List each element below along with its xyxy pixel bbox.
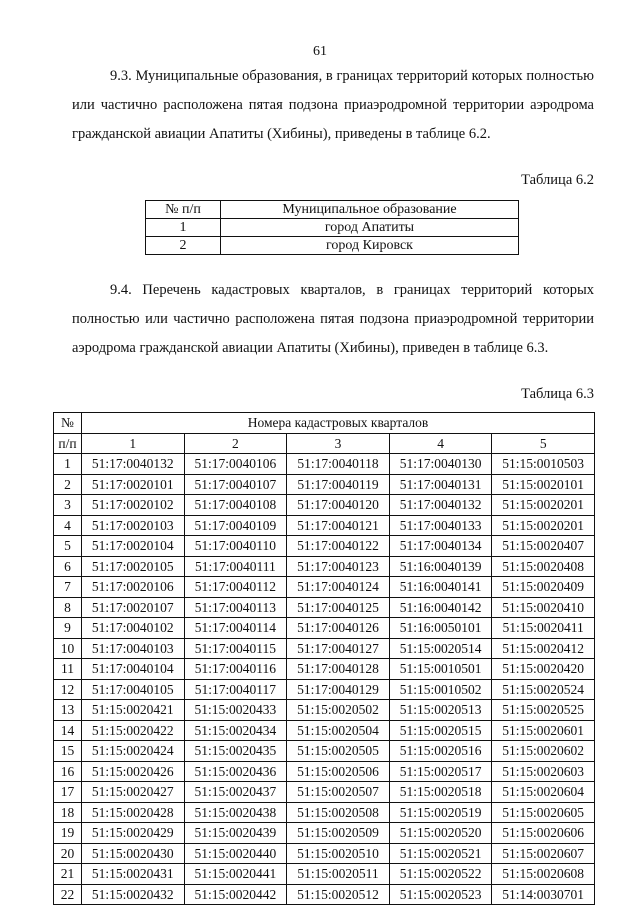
table-row xyxy=(54,597,595,618)
cadastral-number-cell: 51:17:0040133 xyxy=(389,515,492,536)
cadastral-number-cell: 51:15:0020422 xyxy=(82,720,185,741)
table-6-3-caption: Таблица 6.3 xyxy=(521,386,594,402)
row-number-cell: 1 xyxy=(146,219,221,237)
table-row xyxy=(146,219,519,237)
cadastral-number-cell: 51:17:0040115 xyxy=(184,638,287,659)
table-6-2 xyxy=(145,200,519,255)
cadastral-number-cell: 51:15:0020412 xyxy=(492,638,595,659)
cadastral-number-cell: 51:15:0020437 xyxy=(184,782,287,803)
section-9-3-paragraph: 9.3. Муниципальные образования, в границах территорий которых полностью или частично расположена пятая подзона приаэродромной территории аэродрома гражданской авиации Апатиты (Хибины), приведены в таблице 6.2. xyxy=(72,68,594,142)
cadastral-number-cell: 51:16:0040141 xyxy=(389,577,492,598)
cadastral-number-cell: 51:15:0020424 xyxy=(82,741,185,762)
table-row xyxy=(54,782,595,803)
row-number-cell: 21 xyxy=(54,864,82,885)
cadastral-number-cell: 51:15:0020508 xyxy=(287,802,390,823)
cadastral-number-cell: 51:15:0010503 xyxy=(492,454,595,475)
cadastral-number-cell: 51:17:0040109 xyxy=(184,515,287,536)
cadastral-number-cell: 51:15:0020513 xyxy=(389,700,492,721)
cadastral-number-cell: 51:17:0040116 xyxy=(184,659,287,680)
cadastral-number-cell: 51:15:0020511 xyxy=(287,864,390,885)
cadastral-number-cell: 51:15:0020441 xyxy=(184,864,287,885)
cadastral-number-cell: 51:17:0040102 xyxy=(82,618,185,639)
section-9-4-paragraph: 9.4. Перечень кадастровых кварталов, в границах территорий которых полностью или частично расположена пятая подзона приаэродромной территории аэродрома гражданской авиации Апатиты (Хибины), приведен в таблице 6.3. xyxy=(72,282,594,356)
table-header-row xyxy=(54,433,595,454)
column-number-header: 5 xyxy=(492,433,595,454)
municipality-cell: город Апатиты xyxy=(221,219,519,237)
cadastral-number-cell: 51:16:0040139 xyxy=(389,556,492,577)
row-number-cell: 14 xyxy=(54,720,82,741)
column-header-number-top: № xyxy=(54,413,82,434)
cadastral-number-cell: 51:15:0020603 xyxy=(492,761,595,782)
cadastral-number-cell: 51:15:0020435 xyxy=(184,741,287,762)
cadastral-number-cell: 51:15:0020505 xyxy=(287,741,390,762)
cadastral-number-cell: 51:15:0020521 xyxy=(389,843,492,864)
cadastral-number-cell: 51:17:0040132 xyxy=(82,454,185,475)
column-header-number-bottom: п/п xyxy=(54,433,82,454)
cadastral-number-cell: 51:15:0020440 xyxy=(184,843,287,864)
cadastral-number-cell: 51:15:0020523 xyxy=(389,884,492,905)
row-number-cell: 18 xyxy=(54,802,82,823)
cadastral-number-cell: 51:17:0040132 xyxy=(389,495,492,516)
cadastral-number-cell: 51:15:0020410 xyxy=(492,597,595,618)
cadastral-number-cell: 51:15:0020430 xyxy=(82,843,185,864)
cadastral-number-cell: 51:17:0040119 xyxy=(287,474,390,495)
cadastral-number-cell: 51:15:0020522 xyxy=(389,864,492,885)
cadastral-number-cell: 51:17:0040131 xyxy=(389,474,492,495)
cadastral-number-cell: 51:15:0020442 xyxy=(184,884,287,905)
table-row xyxy=(54,556,595,577)
cadastral-number-cell: 51:15:0020429 xyxy=(82,823,185,844)
table-row xyxy=(54,495,595,516)
row-number-cell: 4 xyxy=(54,515,82,536)
cadastral-number-cell: 51:15:0020411 xyxy=(492,618,595,639)
table-row xyxy=(54,700,595,721)
page-number: 61 xyxy=(313,44,327,59)
cadastral-number-cell: 51:15:0020516 xyxy=(389,741,492,762)
table-row xyxy=(54,659,595,680)
cadastral-number-cell: 51:17:0040123 xyxy=(287,556,390,577)
cadastral-number-cell: 51:14:0030701 xyxy=(492,884,595,905)
cadastral-number-cell: 51:15:0020524 xyxy=(492,679,595,700)
cadastral-number-cell: 51:17:0040113 xyxy=(184,597,287,618)
row-number-cell: 20 xyxy=(54,843,82,864)
cadastral-number-cell: 51:15:0020510 xyxy=(287,843,390,864)
row-number-cell: 8 xyxy=(54,597,82,618)
cadastral-number-cell: 51:15:0020509 xyxy=(287,823,390,844)
row-number-cell: 3 xyxy=(54,495,82,516)
cadastral-number-cell: 51:17:0040107 xyxy=(184,474,287,495)
cadastral-number-cell: 51:15:0020602 xyxy=(492,741,595,762)
cadastral-number-cell: 51:17:0040134 xyxy=(389,536,492,557)
cadastral-number-cell: 51:15:0010502 xyxy=(389,679,492,700)
cadastral-number-cell: 51:15:0020525 xyxy=(492,700,595,721)
table-row xyxy=(54,454,595,475)
cadastral-number-cell: 51:15:0020504 xyxy=(287,720,390,741)
cadastral-number-cell: 51:15:0020606 xyxy=(492,823,595,844)
cadastral-number-cell: 51:15:0020514 xyxy=(389,638,492,659)
row-number-cell: 2 xyxy=(54,474,82,495)
column-header-number: № п/п xyxy=(146,201,221,219)
cadastral-number-cell: 51:15:0020604 xyxy=(492,782,595,803)
cadastral-number-cell: 51:17:0040124 xyxy=(287,577,390,598)
cadastral-number-cell: 51:15:0020507 xyxy=(287,782,390,803)
municipality-cell: город Кировск xyxy=(221,237,519,255)
cadastral-number-cell: 51:15:0020201 xyxy=(492,515,595,536)
cadastral-number-cell: 51:15:0020601 xyxy=(492,720,595,741)
table-header-row xyxy=(146,201,519,219)
cadastral-number-cell: 51:17:0040129 xyxy=(287,679,390,700)
cadastral-number-cell: 51:17:0040114 xyxy=(184,618,287,639)
row-number-cell: 9 xyxy=(54,618,82,639)
cadastral-number-cell: 51:15:0020426 xyxy=(82,761,185,782)
cadastral-number-cell: 51:17:0020104 xyxy=(82,536,185,557)
column-number-header: 2 xyxy=(184,433,287,454)
cadastral-number-cell: 51:17:0040117 xyxy=(184,679,287,700)
table-row xyxy=(54,864,595,885)
cadastral-number-cell: 51:15:0020427 xyxy=(82,782,185,803)
table-row xyxy=(54,536,595,557)
cadastral-number-cell: 51:17:0040126 xyxy=(287,618,390,639)
cadastral-number-cell: 51:15:0020520 xyxy=(389,823,492,844)
row-number-cell: 1 xyxy=(54,454,82,475)
table-row xyxy=(54,761,595,782)
column-number-header: 4 xyxy=(389,433,492,454)
cadastral-number-cell: 51:15:0020438 xyxy=(184,802,287,823)
cadastral-number-cell: 51:17:0040105 xyxy=(82,679,185,700)
column-header-cadastral-group: Номера кадастровых кварталов xyxy=(82,413,595,434)
row-number-cell: 5 xyxy=(54,536,82,557)
cadastral-number-cell: 51:15:0020519 xyxy=(389,802,492,823)
table-row xyxy=(54,720,595,741)
row-number-cell: 22 xyxy=(54,884,82,905)
cadastral-number-cell: 51:17:0040127 xyxy=(287,638,390,659)
table-header-row xyxy=(54,413,595,434)
table-6-2-caption: Таблица 6.2 xyxy=(521,172,594,188)
cadastral-number-cell: 51:17:0020102 xyxy=(82,495,185,516)
cadastral-number-cell: 51:17:0020107 xyxy=(82,597,185,618)
table-row xyxy=(54,823,595,844)
row-number-cell: 15 xyxy=(54,741,82,762)
cadastral-number-cell: 51:17:0040118 xyxy=(287,454,390,475)
cadastral-number-cell: 51:17:0020103 xyxy=(82,515,185,536)
table-row xyxy=(54,618,595,639)
table-6-3 xyxy=(53,412,595,905)
cadastral-number-cell: 51:17:0040103 xyxy=(82,638,185,659)
cadastral-number-cell: 51:15:0020201 xyxy=(492,495,595,516)
cadastral-number-cell: 51:15:0020515 xyxy=(389,720,492,741)
cadastral-number-cell: 51:15:0020434 xyxy=(184,720,287,741)
cadastral-number-cell: 51:15:0020518 xyxy=(389,782,492,803)
cadastral-number-cell: 51:17:0040108 xyxy=(184,495,287,516)
row-number-cell: 2 xyxy=(146,237,221,255)
cadastral-number-cell: 51:15:0020408 xyxy=(492,556,595,577)
row-number-cell: 17 xyxy=(54,782,82,803)
cadastral-number-cell: 51:15:0020506 xyxy=(287,761,390,782)
row-number-cell: 16 xyxy=(54,761,82,782)
table-row xyxy=(54,515,595,536)
cadastral-number-cell: 51:17:0040106 xyxy=(184,454,287,475)
cadastral-number-cell: 51:15:0020428 xyxy=(82,802,185,823)
cadastral-number-cell: 51:15:0020432 xyxy=(82,884,185,905)
cadastral-number-cell: 51:15:0020439 xyxy=(184,823,287,844)
cadastral-number-cell: 51:17:0040122 xyxy=(287,536,390,557)
cadastral-number-cell: 51:15:0020431 xyxy=(82,864,185,885)
row-number-cell: 19 xyxy=(54,823,82,844)
column-number-header: 3 xyxy=(287,433,390,454)
cadastral-number-cell: 51:17:0040112 xyxy=(184,577,287,598)
cadastral-number-cell: 51:15:0020101 xyxy=(492,474,595,495)
cadastral-number-cell: 51:17:0020105 xyxy=(82,556,185,577)
cadastral-number-cell: 51:15:0020502 xyxy=(287,700,390,721)
cadastral-number-cell: 51:15:0020605 xyxy=(492,802,595,823)
column-header-municipality: Муниципальное образование xyxy=(221,201,519,219)
cadastral-number-cell: 51:17:0020106 xyxy=(82,577,185,598)
table-row xyxy=(54,577,595,598)
cadastral-number-cell: 51:15:0020420 xyxy=(492,659,595,680)
table-row xyxy=(54,474,595,495)
cadastral-number-cell: 51:15:0020421 xyxy=(82,700,185,721)
table-6-3-body xyxy=(54,454,595,905)
cadastral-number-cell: 51:17:0040125 xyxy=(287,597,390,618)
row-number-cell: 7 xyxy=(54,577,82,598)
cadastral-number-cell: 51:15:0020409 xyxy=(492,577,595,598)
row-number-cell: 13 xyxy=(54,700,82,721)
cadastral-number-cell: 51:16:0050101 xyxy=(389,618,492,639)
cadastral-number-cell: 51:15:0020433 xyxy=(184,700,287,721)
cadastral-number-cell: 51:17:0040121 xyxy=(287,515,390,536)
cadastral-number-cell: 51:16:0040142 xyxy=(389,597,492,618)
row-number-cell: 11 xyxy=(54,659,82,680)
table-row xyxy=(146,237,519,255)
cadastral-number-cell: 51:15:0020607 xyxy=(492,843,595,864)
table-row xyxy=(54,679,595,700)
column-number-header: 1 xyxy=(82,433,185,454)
row-number-cell: 12 xyxy=(54,679,82,700)
cadastral-number-cell: 51:15:0020517 xyxy=(389,761,492,782)
cadastral-number-cell: 51:17:0020101 xyxy=(82,474,185,495)
cadastral-number-cell: 51:17:0040110 xyxy=(184,536,287,557)
cadastral-number-cell: 51:15:0010501 xyxy=(389,659,492,680)
table-row xyxy=(54,843,595,864)
cadastral-number-cell: 51:17:0040104 xyxy=(82,659,185,680)
row-number-cell: 6 xyxy=(54,556,82,577)
table-row xyxy=(54,884,595,905)
table-row xyxy=(54,802,595,823)
table-row xyxy=(54,638,595,659)
cadastral-number-cell: 51:17:0040128 xyxy=(287,659,390,680)
cadastral-number-cell: 51:15:0020512 xyxy=(287,884,390,905)
cadastral-number-cell: 51:15:0020608 xyxy=(492,864,595,885)
cadastral-number-cell: 51:15:0020436 xyxy=(184,761,287,782)
cadastral-number-cell: 51:17:0040120 xyxy=(287,495,390,516)
table-row xyxy=(54,741,595,762)
cadastral-number-cell: 51:15:0020407 xyxy=(492,536,595,557)
cadastral-number-cell: 51:17:0040111 xyxy=(184,556,287,577)
cadastral-number-cell: 51:17:0040130 xyxy=(389,454,492,475)
row-number-cell: 10 xyxy=(54,638,82,659)
